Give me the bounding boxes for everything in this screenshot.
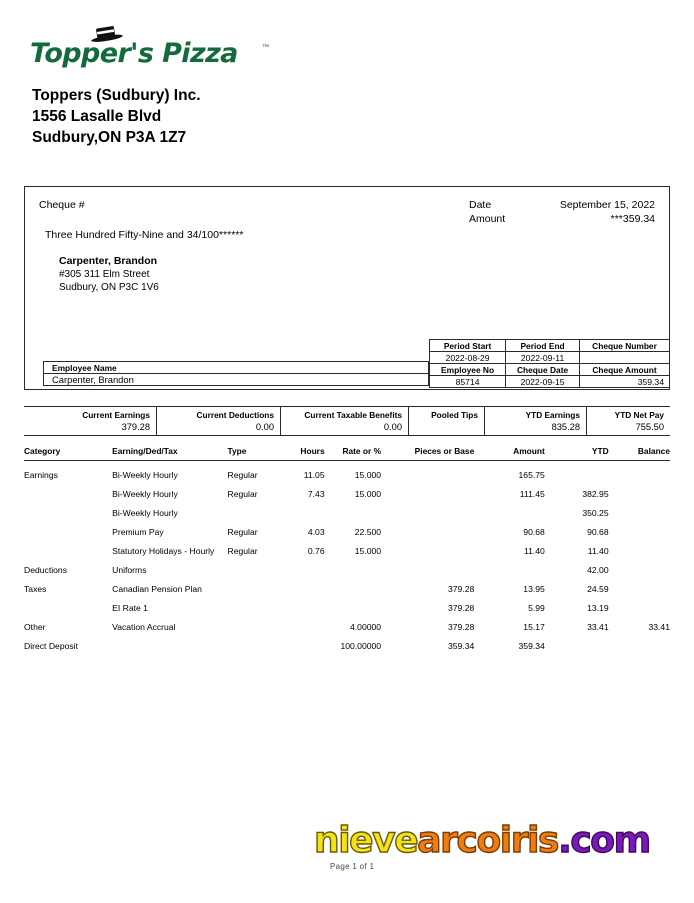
cell-balance bbox=[619, 522, 670, 541]
watermark-part-three: .com bbox=[558, 820, 650, 861]
cell-rate bbox=[325, 560, 395, 579]
cell-item: Uniforms bbox=[112, 565, 147, 575]
cell-type bbox=[228, 560, 280, 579]
table-row bbox=[430, 364, 670, 376]
table-row bbox=[430, 352, 670, 364]
summary-band bbox=[24, 406, 670, 436]
cell-pieces: 379.28 bbox=[447, 622, 475, 632]
cell-pieces bbox=[395, 541, 480, 560]
cheque-amount-value-cell: 359.34 bbox=[580, 376, 670, 388]
column-header: Type bbox=[228, 443, 280, 461]
cell-category: Taxes bbox=[24, 584, 47, 594]
cell-item bbox=[112, 636, 227, 655]
employee-no-header: Employee No bbox=[430, 364, 506, 376]
summary-cell bbox=[409, 407, 485, 435]
cell-hours bbox=[280, 636, 325, 655]
cell-ytd: 33.41 bbox=[587, 622, 609, 632]
company-address bbox=[32, 85, 201, 148]
summary-cell-label: Current Deductions bbox=[196, 410, 274, 420]
page-number: Page 1 of 1 bbox=[330, 862, 375, 871]
cheque-number-header: Cheque Number bbox=[580, 340, 670, 352]
cell-rate: 22.500 bbox=[354, 527, 382, 537]
payee-city: Sudbury, ON P3C 1V6 bbox=[59, 281, 159, 293]
cheque-number-label: Cheque # bbox=[39, 199, 85, 211]
cell-item: Canadian Pension Plan bbox=[112, 584, 202, 594]
cell-category: Direct Deposit bbox=[24, 641, 78, 651]
cell-category bbox=[24, 484, 112, 503]
payee-address bbox=[59, 255, 159, 294]
cheque-date-header: Cheque Date bbox=[506, 364, 580, 376]
cell-rate: 15.000 bbox=[354, 546, 382, 556]
cell-amount: 5.99 bbox=[528, 603, 545, 613]
table-row bbox=[430, 376, 670, 388]
cheque-number-value bbox=[580, 352, 670, 364]
payee-name: Carpenter, Brandon bbox=[59, 255, 158, 267]
cheque-amount-label: Amount bbox=[469, 213, 506, 225]
cell-pieces bbox=[395, 560, 480, 579]
logo-wordmark: Topper's Pizza bbox=[30, 38, 238, 69]
cell-amount: 15.17 bbox=[523, 622, 545, 632]
cell-hours: 4.03 bbox=[307, 527, 325, 537]
cell-pieces: 359.34 bbox=[447, 641, 475, 651]
cell-pieces bbox=[395, 484, 480, 503]
summary-cell-label: Current Earnings bbox=[82, 410, 150, 420]
company-city: Sudbury,ON P3A 1Z7 bbox=[32, 129, 187, 146]
written-amount: Three Hundred Fifty-Nine and 34/100****** bbox=[45, 229, 244, 241]
column-header: Amount bbox=[480, 443, 559, 461]
period-info-table bbox=[429, 339, 670, 388]
cell-pieces: 379.28 bbox=[447, 603, 475, 613]
cell-item: Bi-Weekly Hourly bbox=[112, 508, 178, 518]
table-row bbox=[24, 522, 670, 541]
payee-street: #305 311 Elm Street bbox=[59, 268, 150, 280]
cell-hours bbox=[280, 560, 325, 579]
cell-hours bbox=[280, 617, 325, 636]
column-header: Rate or % bbox=[325, 443, 395, 461]
cell-amount: 90.68 bbox=[523, 527, 545, 537]
cheque-panel bbox=[24, 186, 670, 390]
cell-item: EI Rate 1 bbox=[112, 603, 148, 613]
cell-ytd: 90.68 bbox=[587, 527, 609, 537]
cell-balance bbox=[619, 484, 670, 503]
table-row bbox=[24, 461, 670, 485]
column-header: Pieces or Base bbox=[395, 443, 480, 461]
summary-cell bbox=[24, 407, 157, 435]
column-header: YTD bbox=[559, 443, 619, 461]
summary-cell-label: Pooled Tips bbox=[431, 410, 478, 420]
detail-table-body bbox=[24, 461, 670, 656]
cell-item: Premium Pay bbox=[112, 527, 164, 537]
cell-rate bbox=[325, 579, 395, 598]
cell-hours: 0.76 bbox=[307, 546, 325, 556]
summary-cell-label: YTD Earnings bbox=[525, 410, 580, 420]
summary-cell-value: 835.28 bbox=[551, 422, 580, 432]
column-header: Category bbox=[24, 443, 112, 461]
earnings-detail-table bbox=[24, 443, 670, 655]
employee-name-header: Employee Name bbox=[44, 362, 429, 374]
cheque-amount-header: Cheque Amount bbox=[580, 364, 670, 376]
period-start-value: 2022-08-29 bbox=[430, 352, 506, 364]
employee-no-value: 85714 bbox=[430, 376, 506, 388]
cell-balance: 33.41 bbox=[648, 622, 670, 632]
company-name: Toppers (Sudbury) Inc. bbox=[32, 87, 201, 104]
cell-item: Bi-Weekly Hourly bbox=[112, 489, 178, 499]
table-row bbox=[24, 579, 670, 598]
cheque-date-label: Date bbox=[469, 199, 492, 211]
summary-cell bbox=[281, 407, 409, 435]
table-row bbox=[24, 560, 670, 579]
table-row bbox=[24, 617, 670, 636]
period-start-header: Period Start bbox=[430, 340, 506, 352]
detail-table-head bbox=[24, 443, 670, 461]
cell-amount: 13.95 bbox=[523, 584, 545, 594]
summary-cell bbox=[485, 407, 587, 435]
cell-rate: 15.000 bbox=[354, 470, 382, 480]
cell-type bbox=[228, 598, 280, 617]
cheque-amount-value: ***359.34 bbox=[610, 213, 655, 225]
table-row bbox=[24, 541, 670, 560]
cell-balance bbox=[619, 579, 670, 598]
cell-amount: 11.40 bbox=[523, 546, 545, 556]
cell-category bbox=[24, 598, 112, 617]
summary-cell bbox=[587, 407, 670, 435]
cell-rate bbox=[325, 503, 395, 522]
cell-balance bbox=[619, 598, 670, 617]
cell-ytd: 382.95 bbox=[582, 489, 609, 499]
cell-ytd: 42.00 bbox=[587, 565, 609, 575]
column-header: Hours bbox=[280, 443, 325, 461]
summary-cell-value: 755.50 bbox=[635, 422, 664, 432]
table-row bbox=[24, 636, 670, 655]
trademark-icon: ™ bbox=[262, 44, 269, 51]
cell-category bbox=[24, 503, 112, 522]
cell-ytd: 11.40 bbox=[587, 546, 609, 556]
cheque-date-value-cell: 2022-09-15 bbox=[506, 376, 580, 388]
company-logo bbox=[30, 26, 280, 72]
cell-category: Other bbox=[24, 622, 46, 632]
cell-type: Regular bbox=[227, 470, 258, 480]
cell-ytd bbox=[559, 461, 619, 485]
employee-name-value: Carpenter, Brandon bbox=[44, 374, 429, 386]
column-header: Earning/Ded/Tax bbox=[112, 443, 227, 461]
cell-type: Regular bbox=[227, 527, 258, 537]
cell-item: Statutory Holidays - Hourly bbox=[112, 546, 215, 556]
cell-hours bbox=[280, 503, 325, 522]
cell-balance bbox=[619, 560, 670, 579]
cell-type: Regular bbox=[227, 546, 258, 556]
cell-ytd bbox=[559, 636, 619, 655]
cell-rate: 4.00000 bbox=[350, 622, 382, 632]
cell-rate: 15.000 bbox=[354, 489, 382, 499]
cell-amount: 111.45 bbox=[519, 489, 545, 499]
table-row bbox=[24, 484, 670, 503]
cell-rate: 100.00000 bbox=[340, 641, 382, 651]
period-end-header: Period End bbox=[506, 340, 580, 352]
cell-category bbox=[24, 522, 112, 541]
summary-cell-value: 0.00 bbox=[383, 422, 402, 432]
column-header: Balance bbox=[619, 443, 670, 461]
cell-type: Regular bbox=[227, 489, 258, 499]
cell-ytd: 13.19 bbox=[587, 603, 609, 613]
cell-pieces bbox=[395, 522, 480, 541]
cell-amount bbox=[480, 560, 559, 579]
cell-hours: 11.05 bbox=[303, 470, 325, 480]
cell-hours bbox=[280, 598, 325, 617]
table-row bbox=[24, 503, 670, 522]
cell-pieces: 379.28 bbox=[447, 584, 475, 594]
cell-category: Deductions bbox=[24, 565, 67, 575]
company-street: 1556 Lasalle Blvd bbox=[32, 108, 162, 125]
cell-rate bbox=[325, 598, 395, 617]
cheque-date-value: September 15, 2022 bbox=[559, 199, 655, 211]
watermark-part-two: arcoiris bbox=[417, 820, 559, 861]
cell-amount bbox=[480, 503, 559, 522]
table-header-row bbox=[24, 443, 670, 461]
table-row bbox=[430, 340, 670, 352]
cell-balance bbox=[619, 541, 670, 560]
employee-name-table bbox=[43, 361, 429, 386]
cell-balance bbox=[619, 636, 670, 655]
cell-pieces bbox=[395, 461, 480, 485]
cell-ytd: 350.25 bbox=[582, 508, 609, 518]
cell-item: Vacation Accrual bbox=[112, 622, 176, 632]
table-row bbox=[44, 374, 429, 386]
watermark-part-one: nieve bbox=[314, 820, 418, 861]
cell-category: Earnings bbox=[24, 470, 58, 480]
summary-cell-label: Current Taxable Benefits bbox=[304, 410, 402, 420]
cell-type bbox=[228, 579, 280, 598]
cell-amount: 165.75 bbox=[518, 470, 545, 480]
summary-cell-label: YTD Net Pay bbox=[614, 410, 664, 420]
cell-hours bbox=[280, 579, 325, 598]
cell-type bbox=[228, 617, 280, 636]
cell-ytd: 24.59 bbox=[587, 584, 609, 594]
cell-hours: 7.43 bbox=[307, 489, 325, 499]
site-watermark bbox=[314, 820, 650, 862]
cell-pieces bbox=[395, 503, 480, 522]
summary-cell-value: 0.00 bbox=[255, 422, 274, 432]
summary-cell bbox=[157, 407, 281, 435]
cell-type bbox=[228, 636, 280, 655]
summary-cell-value: 379.28 bbox=[121, 422, 150, 432]
period-end-value: 2022-09-11 bbox=[506, 352, 580, 364]
cell-balance bbox=[619, 503, 670, 522]
cell-amount: 359.34 bbox=[518, 641, 545, 651]
cell-type bbox=[228, 503, 280, 522]
table-row bbox=[24, 598, 670, 617]
cell-item: Bi-Weekly Hourly bbox=[112, 470, 178, 480]
cell-balance bbox=[619, 461, 670, 485]
table-row bbox=[44, 362, 429, 374]
cell-category bbox=[24, 541, 112, 560]
